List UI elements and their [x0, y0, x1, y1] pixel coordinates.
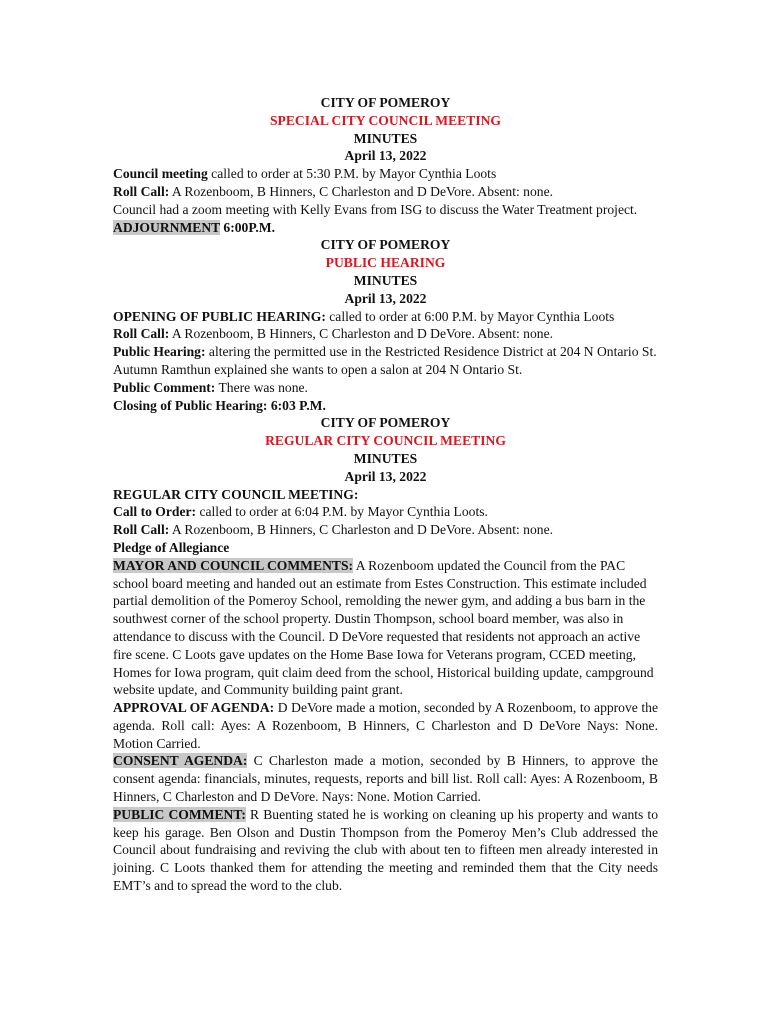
label: Call to Order: — [113, 504, 197, 520]
text: REGULAR CITY COUNCIL MEETING: — [113, 486, 359, 502]
minutes-document — [113, 94, 658, 895]
label: CONSENT AGENDA: — [113, 753, 248, 769]
adjournment-paragraph — [113, 219, 658, 237]
minutes-heading: MINUTES — [353, 272, 418, 288]
text: Closing of Public Hearing: 6:03 P.M. — [113, 397, 326, 413]
label: APPROVAL OF AGENDA: — [113, 700, 275, 716]
label: Roll Call: — [113, 183, 170, 199]
text: A Rozenboom, B Hinners, C Charleston and D DeVore. Absent: none. — [169, 326, 553, 342]
approval-agenda-paragraph — [113, 699, 658, 752]
city-heading: CITY OF POMEROY — [320, 415, 451, 431]
label: OPENING OF PUBLIC HEARING: — [113, 308, 326, 324]
text: called to order at 5:30 P.M. by Mayor Cynthia Loots — [207, 166, 497, 182]
text: called to order at 6:04 P.M. by Mayor Cynthia Loots. — [196, 504, 488, 520]
text: A Rozenboom, B Hinners, C Charleston and D DeVore. Absent: none. — [169, 183, 553, 199]
text: Pledge of Allegiance — [113, 539, 230, 555]
text: D DeVore made a motion, seconded by A Rozenboom, to approve the agenda. Roll call: Ayes: A Rozenboom, B Hinners, C Charleston and D DeVore Nays: None. Motion Carried. — [113, 700, 658, 751]
roll-call-paragraph — [113, 325, 658, 343]
public-comment-paragraph — [113, 379, 658, 397]
roll-call-paragraph — [113, 521, 658, 539]
text: altering the permitted use in the Restricted Residence District at 204 N Ontario St. Autumn Ramthun explained she wants to open a salon at 204 N Ontario St. — [113, 344, 657, 377]
roll-call-paragraph — [113, 183, 658, 201]
consent-agenda-paragraph — [113, 752, 658, 805]
opening-paragraph — [113, 308, 658, 326]
zoom-paragraph: Council had a zoom meeting with Kelly Evans from ISG to discuss the Water Treatment project. — [113, 201, 638, 217]
text: There was none. — [215, 379, 308, 395]
text: 6:00P.M. — [220, 219, 275, 235]
text: C Charleston made a motion, seconded by B Hinners, to approve the consent agenda: financials, minutes, requests, reports and bill list. Roll call: Ayes: A Rozenboom, B Hinners, C Charleston and D DeVore. Nays: None. Motion Carried. — [113, 753, 658, 805]
meeting-date: April 13, 2022 — [344, 148, 427, 164]
minutes-heading: MINUTES — [353, 130, 418, 146]
label: Roll Call: — [113, 326, 170, 342]
meeting-date: April 13, 2022 — [344, 468, 427, 484]
label: MAYOR AND COUNCIL COMMENTS: — [113, 557, 354, 573]
text: R Buenting stated he is working on cleaning up his property and wants to keep his garage. Ben Olson and Dustin Thompson from the Pomeroy Men’s Club addressed the Council about fundraising and reviving the club with about ten to fifteen men already interested in joining. C Loots thanked them for attending the meeting and reminded them that the City needs EMT’s and to spread the word to the club. — [113, 806, 658, 894]
council-meeting-paragraph — [113, 165, 658, 183]
text: A Rozenboom, B Hinners, C Charleston and D DeVore. Absent: none. — [169, 522, 553, 538]
label: Public Comment: — [113, 379, 216, 395]
label: Roll Call: — [113, 522, 170, 538]
meeting-title: SPECIAL CITY COUNCIL MEETING — [269, 112, 501, 128]
label: ADJOURNMENT — [113, 219, 220, 235]
regular-meeting-heading — [113, 486, 658, 504]
label: PUBLIC COMMENT: — [113, 806, 246, 822]
meeting-title: PUBLIC HEARING — [325, 255, 446, 271]
meeting-date: April 13, 2022 — [344, 290, 427, 306]
city-heading: CITY OF POMEROY — [320, 237, 451, 253]
meeting-title: REGULAR CITY COUNCIL MEETING — [265, 433, 506, 449]
label: Council meeting — [113, 166, 208, 182]
city-heading: CITY OF POMEROY — [320, 95, 451, 110]
public-hearing-paragraph — [113, 343, 658, 379]
call-to-order-paragraph — [113, 503, 658, 521]
minutes-heading: MINUTES — [353, 450, 418, 466]
label: Public Hearing: — [113, 344, 206, 360]
closing-paragraph — [113, 397, 658, 415]
public-comment-paragraph — [113, 806, 658, 895]
mayor-comments-paragraph — [113, 557, 658, 699]
text: called to order at 6:00 P.M. by Mayor Cynthia Loots — [325, 308, 615, 324]
pledge-paragraph — [113, 539, 658, 557]
text: A Rozenboom updated the Council from the PAC school board meeting and handed out an estimate from Estes Construction. This estimate included partial demolition of the Pomeroy School, remolding the newer gym, and adding a bus barn in the southwest corner of the school property. Dustin Thompson, school board member, was also in attendance to discuss with the Council. D DeVore requested that residents not approach an active fire scene. C Loots gave updates on the Home Base Iowa for Veterans program, CCED meeting, Homes for Iowa program, quit claim deed from the school, Historical building update, campground website update, and Community building paint grant. — [113, 557, 654, 698]
